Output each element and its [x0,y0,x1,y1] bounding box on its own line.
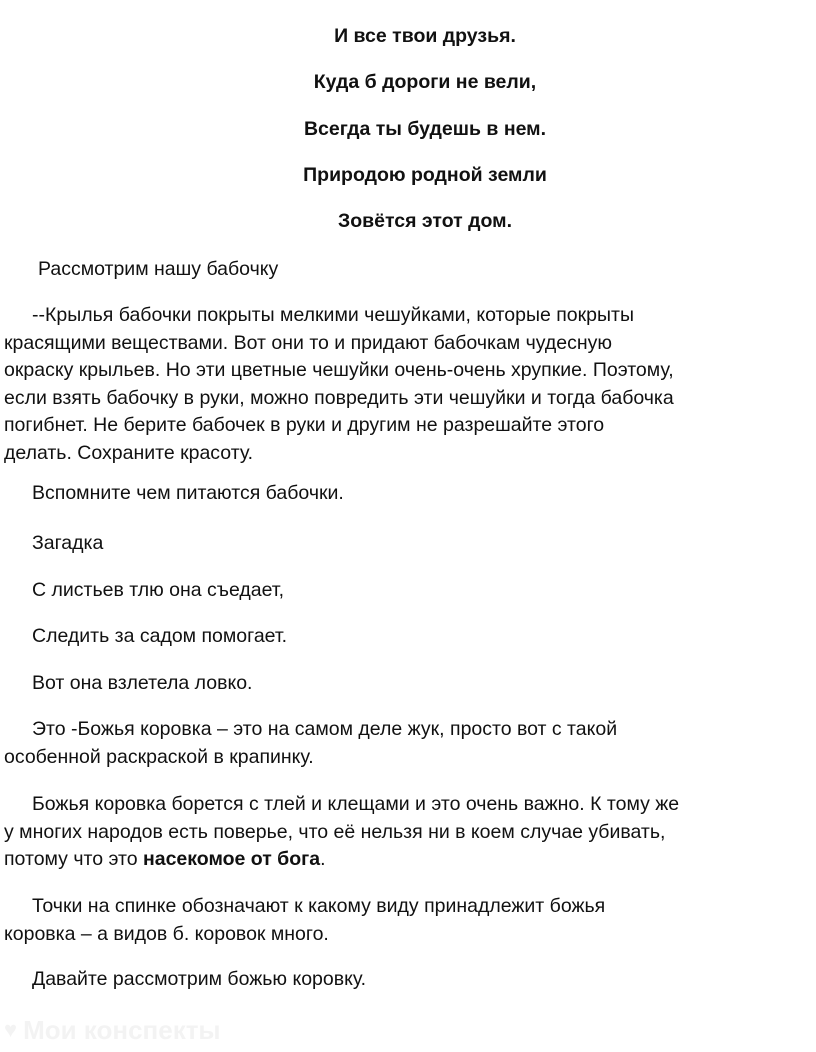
riddle-line-3: Вот она взлетела ловко. [32,672,253,694]
paragraph-line: если взять бабочку в руки, можно повредить эти чешуйки и тогда бабочка [4,386,674,409]
poem-line-2: Куда б дороги не вели, [313,71,537,93]
text-suffix: . [320,848,326,870]
paragraph-line: Точки на спинке обозначают к какому виду принадлежит божья [32,895,606,917]
paragraph-line: окраску крыльев. Но эти цветные чешуйки очень-очень хрупкие. Поэтому, [4,359,674,381]
paragraph-line-last [4,846,816,874]
paragraph-consider-ladybug: Давайте рассмотрим божью коровку. [32,968,367,990]
heart-icon: ♥ [4,1017,18,1042]
poem-line-5: Зовётся этот дом. [338,210,512,232]
paragraph-line: --Крылья бабочки покрыты мелкими чешуйками, которые покрыты [32,304,634,326]
paragraph-line: красящими веществами. Вот они то и придают бабочкам чудесную [4,331,613,354]
poem-line-1: И все твои друзья. [334,25,516,47]
poem-line-4: Природою родной земли [303,164,547,186]
poem-line-3: Всегда ты будешь в нем. [303,118,547,140]
riddle-line-2: Следить за садом помогает. [32,625,288,647]
paragraph-feeding: Вспомните чем питаются бабочки. [32,482,344,504]
watermark [4,1015,221,1045]
paragraph-line: особенной раскраской в крапинку. [4,745,314,768]
bold-phrase: насекомое от бога [142,848,321,870]
paragraph-line: коровка – а видов б. коровок много. [4,922,329,945]
riddle-line-1: С листьев тлю она съедает, [32,579,284,601]
paragraph-line: у многих народов есть поверье, что её нельзя ни в коем случае убивать, [4,820,666,843]
paragraph-line: Божья коровка борется с тлей и клещами и это очень важно. К тому же [32,793,680,815]
watermark-text: Мои конспекты [23,1014,221,1045]
paragraph-line: погибнет. Не берите бабочек в руки и другим не разрешайте этого [4,414,605,436]
paragraph-spots [4,893,816,948]
paragraph-riddle-title: Загадка [32,532,104,554]
paragraph-ladybug-fights [4,791,816,874]
paragraph-ladybug-answer [4,716,816,771]
text-prefix: потому что это [4,848,143,870]
paragraph-intro: Рассмотрим нашу бабочку [38,258,279,280]
paragraph-butterfly-wings [4,302,816,467]
paragraph-line: делать. Сохраните красоту. [4,441,254,464]
paragraph-line: Это -Божья коровка – это на самом деле жук, просто вот с такой [32,718,618,740]
